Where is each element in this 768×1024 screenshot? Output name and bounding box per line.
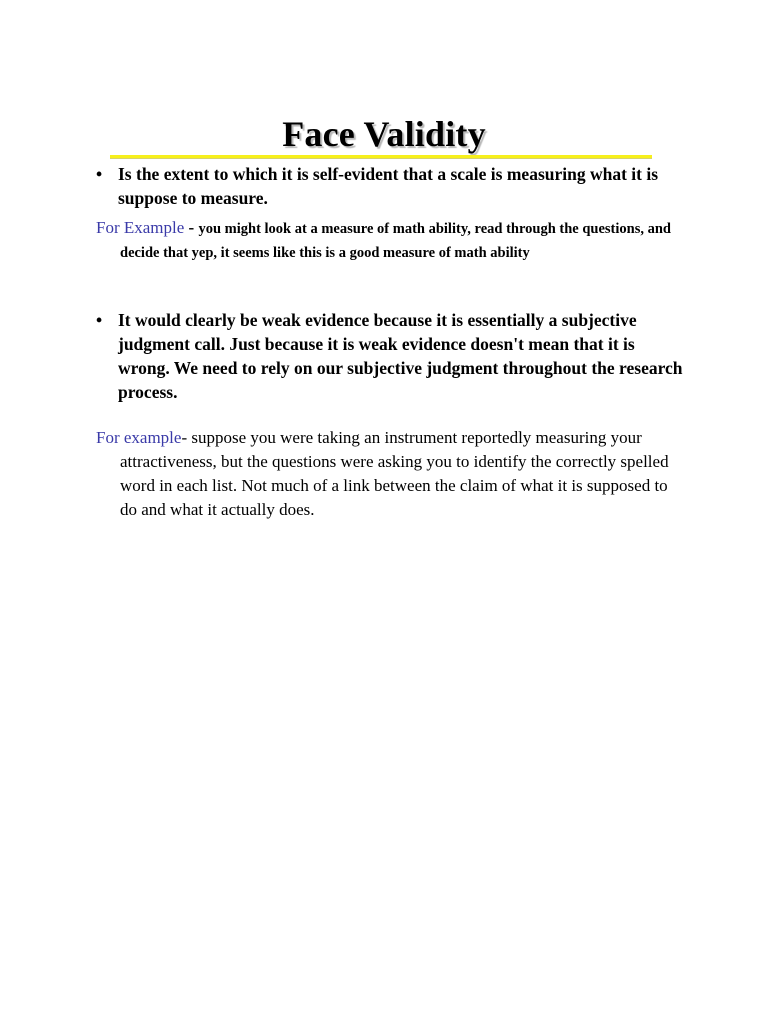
example-separator: - [181, 428, 192, 447]
bullet-point-definition [96, 162, 686, 210]
bullet-icon: • [96, 310, 103, 330]
example-lead: For Example [96, 218, 185, 237]
example-lead: For example [96, 428, 182, 447]
page-title: Face Validity [282, 114, 486, 154]
bullet-point-weak-evidence [96, 308, 686, 404]
example-paragraph-attractiveness [96, 426, 676, 522]
example-text: suppose you were taking an instrument reportedly measuring your attractiveness, but the questions were asking you to identify the correctly spelled word in each list. Not much of a link between the claim of what it is supposed to do and what it actually does. [120, 428, 669, 519]
title-underline [110, 155, 652, 158]
example-paragraph-math [96, 216, 686, 265]
bullet-icon: • [96, 164, 103, 184]
bullet-text: It would clearly be weak evidence because it is essentially a subjective judgment call. Just because it is weak evidence doesn't mean that it is wrong. We need to rely on our subjective judgment throughout the research process. [118, 310, 683, 402]
example-separator: - [184, 218, 199, 237]
example-text: you might look at a measure of math ability, read through the questions, and decide that yep, it seems like this is a good measure of math ability [120, 221, 671, 261]
bullet-text: Is the extent to which it is self-evident that a scale is measuring what it is suppose to measure. [118, 164, 659, 208]
